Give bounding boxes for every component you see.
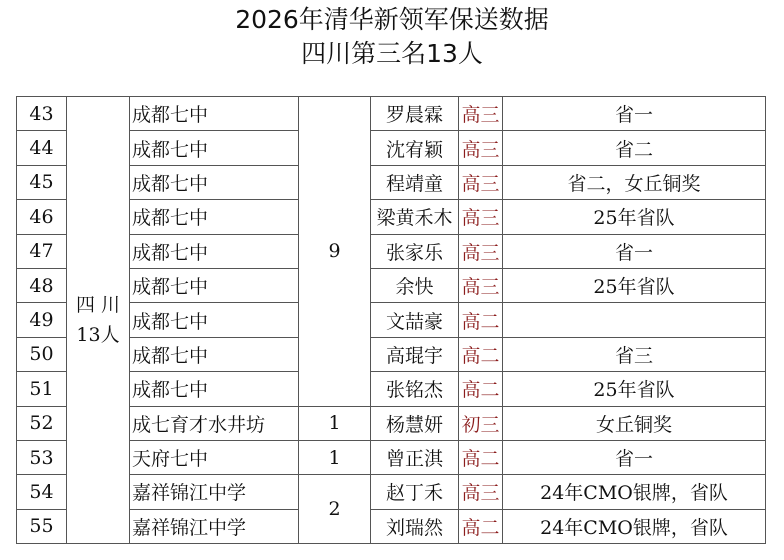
student-name: 张铭杰 [371, 372, 459, 406]
page-subtitle: 四川第三名13人 [301, 39, 483, 68]
award-cell: 女丘铜奖 [503, 406, 766, 440]
grade-cell: 高二 [459, 303, 503, 337]
school-count: 2 [299, 475, 371, 544]
school-count: 1 [299, 406, 371, 440]
row-number: 51 [17, 372, 67, 406]
grade-cell: 高三 [459, 200, 503, 234]
grade-cell: 高二 [459, 337, 503, 371]
school-name: 成都七中 [130, 200, 299, 234]
school-count: 1 [299, 440, 371, 474]
table-row [17, 337, 766, 371]
award-cell: 省一 [503, 97, 766, 131]
table-row [17, 440, 766, 474]
row-number: 53 [17, 440, 67, 474]
row-number: 44 [17, 131, 67, 165]
student-name: 梁黄禾木 [371, 200, 459, 234]
grade-cell: 高二 [459, 372, 503, 406]
grade-cell: 高三 [459, 475, 503, 509]
award-cell: 24年CMO银牌，省队 [503, 475, 766, 509]
row-number: 49 [17, 303, 67, 337]
school-name: 嘉祥锦江中学 [130, 509, 299, 543]
award-cell: 25年省队 [503, 372, 766, 406]
row-number: 54 [17, 475, 67, 509]
award-cell: 省二 [503, 131, 766, 165]
grade-cell: 高二 [459, 509, 503, 543]
province-count: 13人 [76, 324, 120, 347]
grade-cell: 初三 [459, 406, 503, 440]
admission-table [16, 96, 766, 544]
school-name: 嘉祥锦江中学 [130, 475, 299, 509]
table-row [17, 509, 766, 543]
table-row [17, 372, 766, 406]
row-number: 46 [17, 200, 67, 234]
student-name: 曾正淇 [371, 440, 459, 474]
school-name: 成都七中 [130, 372, 299, 406]
row-number: 43 [17, 97, 67, 131]
school-name: 成都七中 [130, 97, 299, 131]
school-name: 成都七中 [130, 303, 299, 337]
row-number: 47 [17, 234, 67, 268]
row-number: 48 [17, 268, 67, 302]
school-name: 成七育才水井坊 [130, 406, 299, 440]
table-row [17, 200, 766, 234]
student-name: 程靖童 [371, 165, 459, 199]
award-cell: 25年省队 [503, 200, 766, 234]
student-name: 沈宥颖 [371, 131, 459, 165]
student-name: 刘瑞然 [371, 509, 459, 543]
school-count: 9 [299, 97, 371, 407]
table-row [17, 131, 766, 165]
row-number: 50 [17, 337, 67, 371]
award-cell: 省三 [503, 337, 766, 371]
province-name: 四 川 [75, 294, 121, 317]
row-number: 55 [17, 509, 67, 543]
school-name: 天府七中 [130, 440, 299, 474]
province-cell [67, 97, 130, 544]
table-row [17, 406, 766, 440]
award-cell [503, 303, 766, 337]
grade-cell: 高二 [459, 440, 503, 474]
student-name: 高琨宇 [371, 337, 459, 371]
grade-cell: 高三 [459, 234, 503, 268]
student-name: 罗晨霖 [371, 97, 459, 131]
school-name: 成都七中 [130, 165, 299, 199]
award-cell: 省一 [503, 440, 766, 474]
student-name: 余快 [371, 268, 459, 302]
table-row [17, 165, 766, 199]
student-name: 文喆豪 [371, 303, 459, 337]
school-name: 成都七中 [130, 337, 299, 371]
grade-cell: 高三 [459, 165, 503, 199]
grade-cell: 高三 [459, 131, 503, 165]
table-row [17, 234, 766, 268]
row-number: 45 [17, 165, 67, 199]
grade-cell: 高三 [459, 97, 503, 131]
grade-cell: 高三 [459, 268, 503, 302]
award-cell: 省二，女丘铜奖 [503, 165, 766, 199]
table-row [17, 268, 766, 302]
table-row [17, 475, 766, 509]
school-name: 成都七中 [130, 268, 299, 302]
school-name: 成都七中 [130, 234, 299, 268]
award-cell: 24年CMO银牌，省队 [503, 509, 766, 543]
student-name: 张家乐 [371, 234, 459, 268]
award-cell: 省一 [503, 234, 766, 268]
row-number: 52 [17, 406, 67, 440]
student-name: 杨慧妍 [371, 406, 459, 440]
table-row [17, 303, 766, 337]
student-name: 赵丁禾 [371, 475, 459, 509]
school-name: 成都七中 [130, 131, 299, 165]
award-cell: 25年省队 [503, 268, 766, 302]
page-title: 2026年清华新领军保送数据 [235, 5, 549, 34]
table-row [17, 97, 766, 131]
